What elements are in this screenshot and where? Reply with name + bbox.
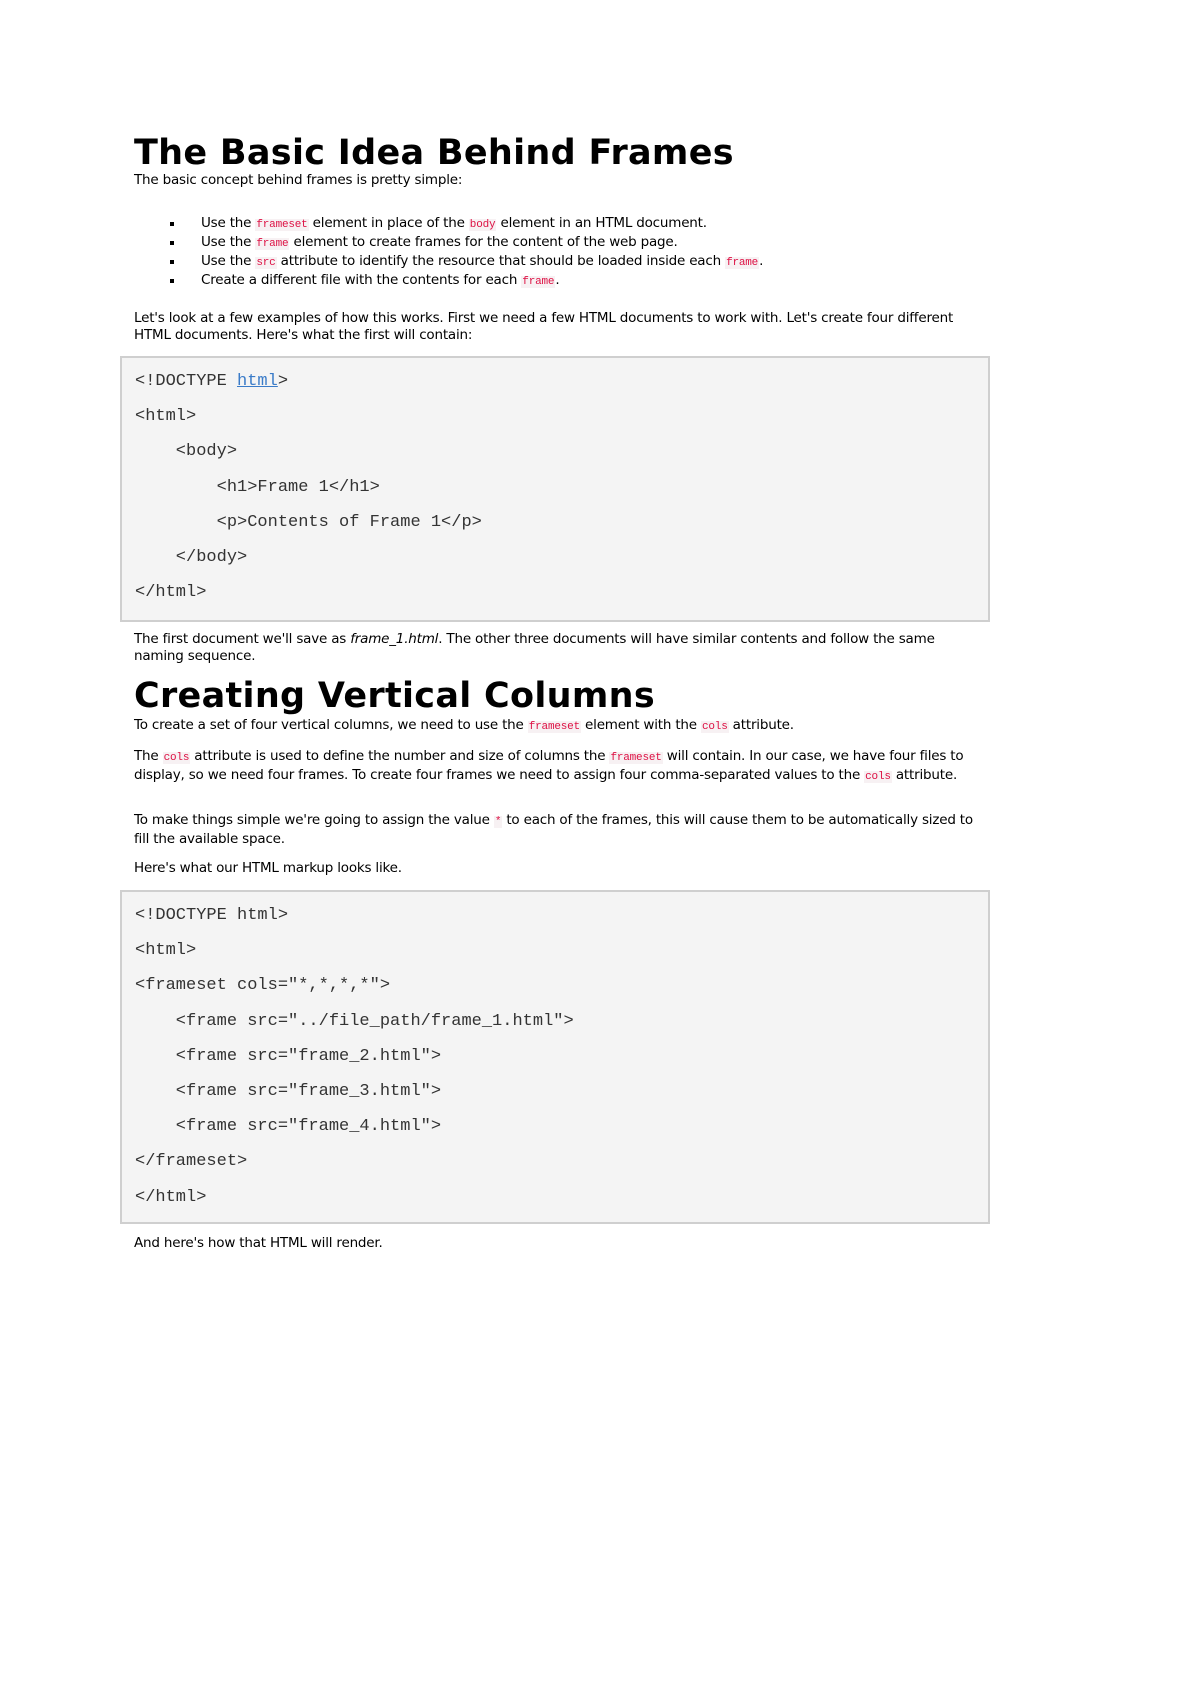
paragraph: The cols attribute is used to define the number and size of columns the frameset will contain. In our case, we have four files to display, so we need four frames. To create four frames we need to assign four comma-separated values to the cols attribute. — [134, 748, 964, 783]
code-line: <frame src="../file_path/frame_1.html"> — [135, 1011, 574, 1031]
html-link[interactable]: html — [237, 372, 278, 391]
code-line: <html> — [135, 941, 197, 961]
code-line: </body> — [135, 547, 248, 567]
list-item: Use the src attribute to identify the resource that should be loaded inside each frame. — [134, 253, 990, 272]
code-line: <!DOCTYPE html> — [135, 372, 289, 391]
code-line: <frame src="frame_3.html"> — [135, 1081, 442, 1101]
intro-text: The basic concept behind frames is pretty simple: — [134, 172, 463, 188]
code-line: </frameset> — [135, 1152, 248, 1172]
list-item: Create a different file with the contents for each frame. — [134, 272, 990, 291]
code-block-frame-1 — [120, 356, 990, 622]
code-block-frameset — [120, 890, 990, 1224]
paragraph: Let's look at a few examples of how this works. First we need a few HTML documents to work with. Let's create four different HTML documents. Here's what the first will contain: — [134, 310, 954, 343]
code-line: </html> — [135, 583, 207, 603]
paragraph: The first document we'll save as frame_1.html. The other three documents will have similar contents and follow the same naming sequence. — [134, 631, 935, 664]
paragraph: Here's what our HTML markup looks like. — [134, 860, 402, 876]
code-line: <p>Contents of Frame 1</p> — [135, 512, 482, 532]
code-line: <frame src="frame_4.html"> — [135, 1117, 442, 1137]
code-line: <frameset cols="*,*,*,*"> — [135, 976, 391, 996]
section-heading: Creating Vertical Columns — [134, 676, 655, 716]
code-line: </html> — [135, 1187, 207, 1207]
paragraph: To make things simple we're going to assign the value * to each of the frames, this will cause them to be automatically sized to fill the available space. — [134, 812, 973, 847]
list-item: Use the frame element to create frames for the content of the web page. — [134, 234, 990, 253]
code-line: <!DOCTYPE html> — [135, 906, 289, 925]
code-line: <body> — [135, 442, 238, 462]
paragraph: To create a set of four vertical columns, we need to use the frameset element with the cols attribute. — [134, 717, 794, 733]
paragraph: And here's how that HTML will render. — [134, 1235, 383, 1251]
list-item: Use the frameset element in place of the body element in an HTML document. — [134, 215, 990, 234]
code-line: <frame src="frame_2.html"> — [135, 1046, 442, 1066]
bullet-list — [134, 215, 990, 291]
code-line: <h1>Frame 1</h1> — [135, 477, 380, 497]
section-heading: The Basic Idea Behind Frames — [134, 133, 734, 173]
code-line: <html> — [135, 407, 197, 427]
